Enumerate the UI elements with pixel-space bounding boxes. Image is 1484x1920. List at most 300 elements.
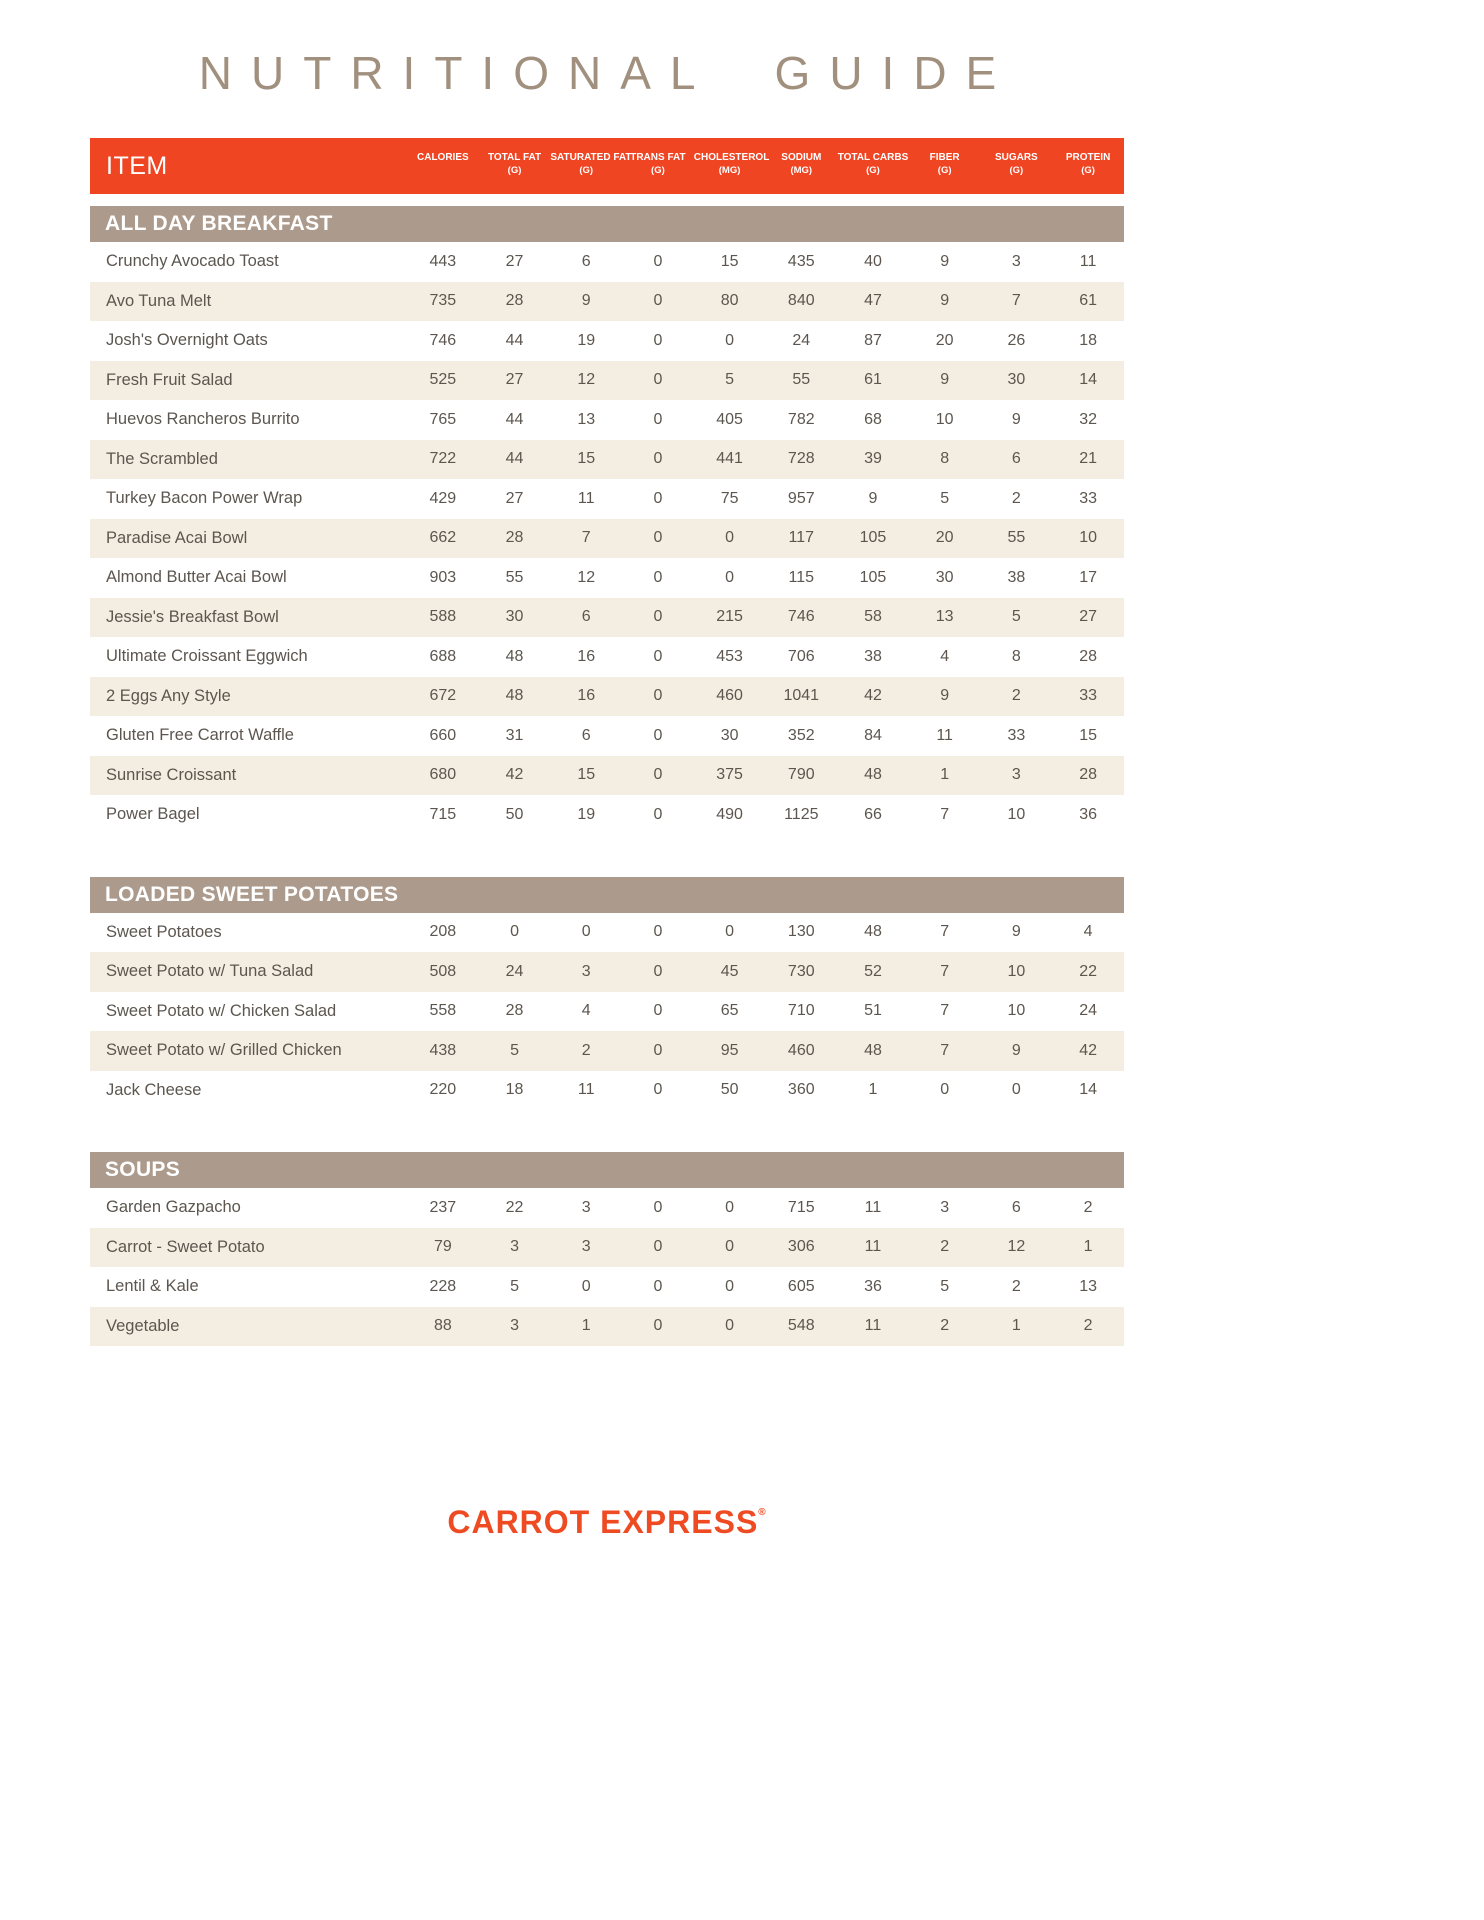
value-saturated-fat: 12 (550, 361, 622, 401)
value-sugars: 10 (981, 952, 1053, 992)
value-sugars: 9 (1011, 410, 1021, 428)
value-protein: 61 (1052, 282, 1124, 322)
value-sugars: 8 (1011, 647, 1021, 665)
column-label: CHOLESTEROL (693, 152, 770, 163)
value-fiber: 1 (909, 756, 981, 796)
value-trans-fat: 0 (622, 440, 694, 480)
value-total-fat: 30 (479, 598, 551, 638)
registered-trademark-icon: ® (758, 1507, 767, 1518)
table-row-the-scrambled (90, 440, 1124, 480)
value-protein: 33 (1079, 489, 1097, 507)
value-saturated-fat: 19 (577, 331, 596, 349)
value-total-fat: 5 (479, 1031, 551, 1071)
item-name: Power Bagel (106, 805, 200, 824)
value-sugars: 30 (981, 361, 1053, 401)
value-saturated-fat: 4 (581, 1002, 591, 1020)
value-saturated-fat: 0 (581, 923, 591, 941)
value-total-fat: 28 (505, 1002, 524, 1020)
value-saturated-fat: 16 (550, 677, 622, 717)
section-header-all-day-breakfast (90, 206, 1124, 242)
section-spacer (90, 1110, 1124, 1152)
item-name: Sweet Potato w/ Grilled Chicken (90, 1031, 407, 1071)
value-saturated-fat: 2 (550, 1031, 622, 1071)
value-total-fat: 27 (505, 489, 524, 507)
value-calories: 443 (429, 252, 457, 270)
value-calories: 525 (407, 361, 479, 401)
table-row-paradise-acai-bowl (90, 519, 1124, 559)
value-sodium: 360 (787, 1081, 815, 1099)
column-label: FIBER (929, 152, 960, 163)
value-calories: 208 (429, 923, 457, 941)
value-protein: 28 (1052, 756, 1124, 796)
item-name: Sweet Potatoes (106, 922, 222, 941)
item-name: Lentil & Kale (106, 1277, 199, 1296)
value-saturated-fat: 15 (550, 440, 622, 480)
table-row-sunrise-croissant (90, 756, 1124, 796)
value-sugars: 33 (1007, 726, 1026, 744)
value-fiber: 20 (935, 331, 954, 349)
value-total-fat: 55 (505, 568, 524, 586)
value-calories: 765 (429, 410, 457, 428)
value-trans-fat: 0 (653, 252, 663, 270)
value-trans-fat: 0 (653, 489, 663, 507)
value-calories: 660 (429, 726, 457, 744)
table-row-garden-gazpacho (90, 1188, 1124, 1228)
value-total-fat: 27 (479, 361, 551, 401)
value-protein: 22 (1052, 952, 1124, 992)
item-name: Gluten Free Carrot Waffle (106, 726, 294, 745)
value-calories: 79 (407, 1228, 479, 1268)
value-total-carbs: 48 (864, 923, 882, 941)
value-calories: 715 (429, 805, 457, 823)
value-calories: 508 (407, 952, 479, 992)
item-name: Sweet Potato w/ Chicken Salad (106, 1001, 337, 1020)
column-header-calories (407, 138, 479, 194)
section-spacer-cell (90, 194, 1124, 206)
value-total-fat: 22 (505, 1198, 524, 1216)
column-unit: (MG) (790, 165, 813, 176)
value-cholesterol: 441 (694, 440, 766, 480)
value-sodium: 1041 (765, 677, 837, 717)
value-saturated-fat: 6 (581, 252, 591, 270)
column-header-trans-fat (622, 138, 694, 194)
value-calories: 688 (429, 647, 457, 665)
value-cholesterol: 30 (720, 726, 739, 744)
value-sodium: 782 (787, 410, 815, 428)
section-header-loaded-sweet-potatoes (90, 877, 1124, 913)
value-total-carbs: 68 (864, 410, 882, 428)
table-row-power-bagel (90, 795, 1124, 835)
value-total-fat: 48 (479, 677, 551, 717)
item-name: Huevos Rancheros Burrito (106, 410, 300, 429)
value-sodium: 117 (765, 519, 837, 559)
value-saturated-fat: 9 (550, 282, 622, 322)
value-trans-fat: 0 (622, 282, 694, 322)
table-row-jessie-s-breakfast-bowl (90, 598, 1124, 638)
value-total-carbs: 40 (864, 252, 882, 270)
column-header-total-fat (479, 138, 551, 194)
value-fiber: 9 (909, 282, 981, 322)
value-trans-fat: 0 (653, 805, 663, 823)
nutrition-table (90, 138, 1124, 1346)
value-sodium: 55 (765, 361, 837, 401)
table-row-gluten-free-carrot-waffle (90, 716, 1124, 756)
column-header-sodium (765, 138, 837, 194)
column-unit: (G) (937, 165, 952, 176)
value-trans-fat: 0 (653, 1198, 663, 1216)
value-sugars: 12 (981, 1228, 1053, 1268)
column-label: TOTAL FAT (487, 152, 542, 163)
value-calories: 228 (429, 1277, 457, 1295)
value-sugars: 7 (981, 282, 1053, 322)
value-calories: 88 (407, 1307, 479, 1347)
value-total-fat: 50 (505, 805, 524, 823)
column-header-item: ITEM (106, 151, 168, 180)
value-saturated-fat: 7 (550, 519, 622, 559)
value-total-fat: 24 (479, 952, 551, 992)
value-trans-fat: 0 (653, 410, 663, 428)
table-row-vegetable (90, 1307, 1124, 1347)
value-fiber: 9 (940, 252, 950, 270)
value-trans-fat: 0 (653, 1081, 663, 1099)
value-trans-fat: 0 (653, 647, 663, 665)
value-trans-fat: 0 (622, 1307, 694, 1347)
value-protein: 36 (1079, 805, 1097, 823)
value-cholesterol: 460 (694, 677, 766, 717)
value-total-carbs: 11 (864, 1198, 882, 1216)
column-unit: (G) (507, 165, 522, 176)
value-fiber: 7 (909, 1031, 981, 1071)
value-protein: 17 (1079, 568, 1097, 586)
value-total-carbs: 51 (864, 1002, 882, 1020)
value-total-fat: 48 (505, 647, 524, 665)
value-total-fat: 3 (479, 1228, 551, 1268)
item-name: Jessie's Breakfast Bowl (90, 598, 407, 638)
value-trans-fat: 0 (653, 331, 663, 349)
value-protein: 21 (1052, 440, 1124, 480)
value-total-carbs: 48 (837, 1031, 909, 1071)
value-sodium: 605 (787, 1277, 815, 1295)
item-name: Ultimate Croissant Eggwich (106, 647, 308, 666)
value-fiber: 7 (909, 952, 981, 992)
value-total-carbs: 58 (837, 598, 909, 638)
value-total-fat: 44 (479, 440, 551, 480)
page (90, 0, 1124, 1541)
value-protein: 13 (1079, 1277, 1097, 1295)
value-cholesterol: 215 (694, 598, 766, 638)
value-total-carbs: 38 (864, 647, 882, 665)
value-sugars: 6 (981, 440, 1053, 480)
table-row-sweet-potato-w-grilled-chicken (90, 1031, 1124, 1071)
value-calories: 588 (407, 598, 479, 638)
value-saturated-fat: 13 (577, 410, 596, 428)
value-sugars: 0 (1011, 1081, 1021, 1099)
value-cholesterol: 0 (725, 568, 735, 586)
value-total-carbs: 39 (837, 440, 909, 480)
value-sodium: 460 (765, 1031, 837, 1071)
value-protein: 11 (1079, 252, 1097, 270)
item-name: Paradise Acai Bowl (90, 519, 407, 559)
value-fiber: 2 (909, 1228, 981, 1268)
column-unit: (G) (1081, 165, 1095, 176)
table-row-fresh-fruit-salad (90, 361, 1124, 401)
item-name: Jack Cheese (106, 1080, 202, 1099)
value-sodium: 706 (787, 647, 815, 665)
value-total-carbs: 105 (859, 568, 887, 586)
value-sodium: 957 (787, 489, 815, 507)
column-unit: (G) (651, 165, 665, 176)
value-trans-fat: 0 (622, 677, 694, 717)
value-total-carbs: 84 (864, 726, 882, 744)
column-label: TRANS FAT (630, 152, 686, 163)
value-protein: 28 (1079, 647, 1097, 665)
value-saturated-fat: 3 (550, 952, 622, 992)
value-fiber: 10 (935, 410, 954, 428)
value-protein: 14 (1079, 1081, 1097, 1099)
table-row-sweet-potato-w-tuna-salad (90, 952, 1124, 992)
column-unit: (G) (866, 165, 880, 176)
value-cholesterol: 5 (694, 361, 766, 401)
footer (90, 1504, 1124, 1541)
value-saturated-fat: 11 (577, 1081, 595, 1099)
table-body (90, 194, 1124, 1346)
value-sodium: 710 (787, 1002, 815, 1020)
section-title: SOUPS (90, 1152, 1124, 1188)
value-protein: 1 (1052, 1228, 1124, 1268)
table-row-sweet-potato-w-chicken-salad (90, 992, 1124, 1032)
value-total-carbs: 11 (837, 1228, 909, 1268)
value-saturated-fat: 3 (550, 1228, 622, 1268)
value-fiber: 5 (940, 489, 950, 507)
item-name: Crunchy Avocado Toast (106, 252, 279, 271)
table-row-2-eggs-any-style (90, 677, 1124, 717)
table-row-avo-tuna-melt (90, 282, 1124, 322)
value-saturated-fat: 3 (581, 1198, 591, 1216)
value-sodium: 1125 (784, 805, 819, 823)
value-cholesterol: 0 (694, 519, 766, 559)
value-calories: 735 (407, 282, 479, 322)
page-title: NUTRITIONAL GUIDE (198, 47, 1016, 99)
value-saturated-fat: 15 (550, 756, 622, 796)
table-row-sweet-potatoes (90, 913, 1124, 953)
column-unit: (MG) (718, 165, 741, 176)
value-cholesterol: 0 (725, 923, 735, 941)
item-name: Almond Butter Acai Bowl (106, 568, 287, 587)
column-header-sugars (981, 138, 1053, 194)
column-label: SATURATED FAT (550, 152, 632, 163)
carrot-express-logo (447, 1504, 766, 1540)
value-total-fat: 28 (479, 282, 551, 322)
value-cholesterol: 0 (725, 1277, 735, 1295)
value-cholesterol: 75 (720, 489, 739, 507)
value-saturated-fat: 16 (577, 647, 596, 665)
value-sugars: 5 (981, 598, 1053, 638)
value-total-fat: 18 (505, 1081, 524, 1099)
value-trans-fat: 0 (622, 1031, 694, 1071)
value-protein: 14 (1052, 361, 1124, 401)
value-calories: 220 (429, 1081, 457, 1099)
value-total-fat: 42 (479, 756, 551, 796)
column-header-total-carbs (837, 138, 909, 194)
value-sodium: 352 (787, 726, 815, 744)
value-sodium: 24 (792, 331, 811, 349)
value-calories: 746 (429, 331, 457, 349)
value-total-carbs: 105 (837, 519, 909, 559)
value-sodium: 715 (787, 1198, 815, 1216)
value-fiber: 8 (909, 440, 981, 480)
value-calories: 662 (407, 519, 479, 559)
value-total-carbs: 87 (864, 331, 882, 349)
value-saturated-fat: 19 (577, 805, 596, 823)
value-total-carbs: 48 (837, 756, 909, 796)
value-total-carbs: 66 (864, 805, 882, 823)
value-cholesterol: 95 (694, 1031, 766, 1071)
value-sodium: 306 (765, 1228, 837, 1268)
value-fiber: 5 (940, 1277, 950, 1295)
column-label: CALORIES (417, 152, 469, 163)
value-fiber: 0 (940, 1081, 950, 1099)
value-cholesterol: 375 (694, 756, 766, 796)
value-fiber: 20 (909, 519, 981, 559)
column-label: TOTAL CARBS (837, 152, 909, 163)
value-trans-fat: 0 (653, 923, 663, 941)
item-name: Carrot - Sweet Potato (90, 1228, 407, 1268)
value-total-fat: 28 (479, 519, 551, 559)
value-sugars: 9 (1011, 923, 1021, 941)
item-name: 2 Eggs Any Style (90, 677, 407, 717)
value-trans-fat: 0 (653, 568, 663, 586)
table-header-row (90, 138, 1124, 194)
value-cholesterol: 0 (694, 1307, 766, 1347)
value-trans-fat: 0 (653, 726, 663, 744)
value-fiber: 30 (935, 568, 954, 586)
value-total-fat: 44 (505, 410, 524, 428)
value-total-fat: 5 (510, 1277, 519, 1295)
item-name: Turkey Bacon Power Wrap (106, 489, 303, 508)
value-sodium: 548 (765, 1307, 837, 1347)
value-sodium: 840 (765, 282, 837, 322)
value-protein: 2 (1052, 1307, 1124, 1347)
value-total-carbs: 52 (837, 952, 909, 992)
value-trans-fat: 0 (622, 598, 694, 638)
value-trans-fat: 0 (653, 1277, 663, 1295)
value-fiber: 7 (940, 1002, 950, 1020)
column-unit: (G) (579, 165, 594, 176)
item-name: Josh's Overnight Oats (106, 331, 268, 350)
value-sugars: 1 (981, 1307, 1053, 1347)
section-spacer (90, 194, 1124, 206)
value-cholesterol: 453 (716, 647, 743, 665)
value-protein: 4 (1083, 923, 1093, 941)
value-calories: 237 (429, 1198, 457, 1216)
value-saturated-fat: 12 (577, 568, 596, 586)
value-protein: 10 (1052, 519, 1124, 559)
value-sugars: 38 (1007, 568, 1026, 586)
column-header-fiber (909, 138, 981, 194)
value-protein: 42 (1052, 1031, 1124, 1071)
value-calories: 903 (429, 568, 457, 586)
value-cholesterol: 50 (720, 1081, 739, 1099)
table-row-huevos-rancheros-burrito (90, 400, 1124, 440)
value-protein: 18 (1079, 331, 1097, 349)
value-fiber: 9 (909, 677, 981, 717)
column-unit: (G) (1009, 165, 1024, 176)
value-fiber: 7 (940, 805, 950, 823)
table-row-lentil-kale (90, 1267, 1124, 1307)
value-saturated-fat: 11 (577, 489, 595, 507)
value-sugars: 2 (1011, 489, 1021, 507)
value-total-carbs: 42 (837, 677, 909, 717)
value-total-fat: 31 (505, 726, 524, 744)
value-fiber: 9 (909, 361, 981, 401)
value-cholesterol: 0 (694, 1228, 766, 1268)
value-calories: 438 (407, 1031, 479, 1071)
table-row-ultimate-croissant-eggwich (90, 637, 1124, 677)
table-row-jack-cheese (90, 1071, 1124, 1111)
value-protein: 24 (1079, 1002, 1097, 1020)
value-fiber: 13 (909, 598, 981, 638)
value-sugars: 55 (981, 519, 1053, 559)
value-sodium: 130 (787, 923, 815, 941)
value-saturated-fat: 1 (550, 1307, 622, 1347)
value-trans-fat: 0 (622, 519, 694, 559)
section-title: ALL DAY BREAKFAST (90, 206, 1124, 242)
table-row-carrot-sweet-potato (90, 1228, 1124, 1268)
value-trans-fat: 0 (622, 361, 694, 401)
value-sugars: 3 (1011, 252, 1021, 270)
value-cholesterol: 490 (716, 805, 743, 823)
value-sugars: 3 (981, 756, 1053, 796)
value-total-fat: 44 (505, 331, 524, 349)
item-name: Fresh Fruit Salad (90, 361, 407, 401)
value-cholesterol: 45 (694, 952, 766, 992)
value-saturated-fat: 6 (550, 598, 622, 638)
value-trans-fat: 0 (653, 1002, 663, 1020)
value-sugars: 2 (1011, 1277, 1021, 1295)
value-fiber: 11 (936, 726, 953, 744)
value-cholesterol: 405 (716, 410, 743, 428)
value-cholesterol: 0 (725, 1198, 735, 1216)
column-label: SODIUM (781, 152, 822, 163)
column-header-saturated-fat (550, 138, 632, 194)
value-total-carbs: 1 (868, 1081, 878, 1099)
value-protein: 27 (1052, 598, 1124, 638)
value-total-carbs: 11 (837, 1307, 909, 1347)
value-total-carbs: 9 (868, 489, 878, 507)
value-protein: 32 (1079, 410, 1097, 428)
value-trans-fat: 0 (622, 756, 694, 796)
table-row-turkey-bacon-power-wrap (90, 479, 1124, 519)
value-sugars: 9 (981, 1031, 1053, 1071)
value-sodium: 730 (765, 952, 837, 992)
value-saturated-fat: 6 (581, 726, 591, 744)
value-total-fat: 27 (505, 252, 524, 270)
value-trans-fat: 0 (622, 1228, 694, 1268)
value-protein: 15 (1079, 726, 1097, 744)
value-calories: 680 (407, 756, 479, 796)
value-sodium: 790 (765, 756, 837, 796)
value-sugars: 2 (981, 677, 1053, 717)
value-sodium: 435 (787, 252, 815, 270)
value-trans-fat: 0 (622, 952, 694, 992)
value-sugars: 10 (1007, 1002, 1026, 1020)
column-label: SUGARS (994, 152, 1038, 163)
value-sodium: 728 (765, 440, 837, 480)
value-total-fat: 3 (479, 1307, 551, 1347)
value-total-carbs: 36 (864, 1277, 882, 1295)
value-saturated-fat: 0 (581, 1277, 591, 1295)
table-header (90, 138, 1124, 194)
